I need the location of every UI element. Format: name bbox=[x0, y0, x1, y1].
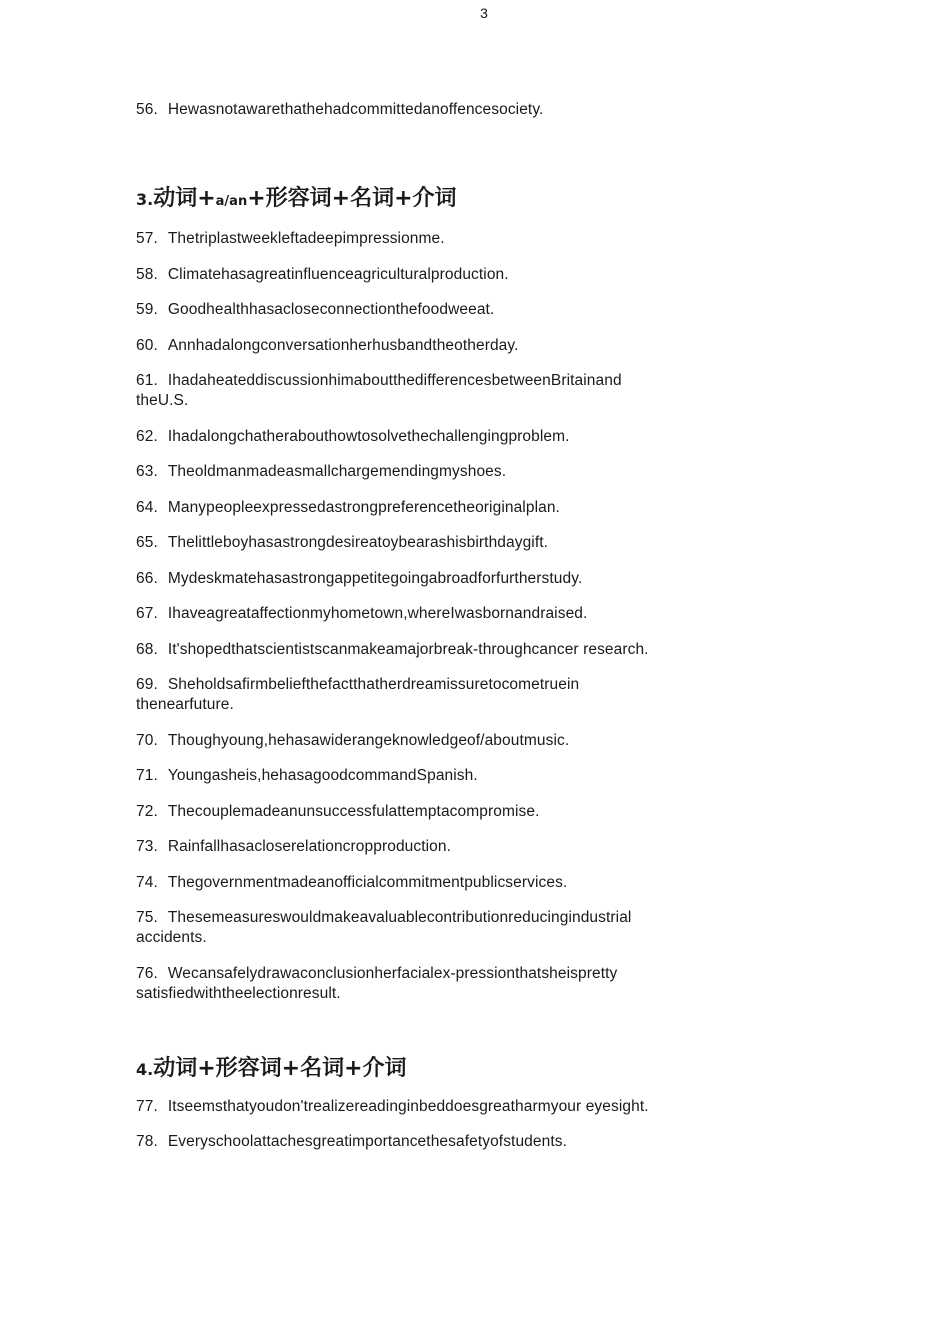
item-text: Theoldmanmadeasmallchargemendingmyshoes. bbox=[167, 463, 507, 480]
list-item bbox=[136, 427, 676, 447]
item-text: Itseemsthatyoudon'trealizereadinginbeddoesgreatharmyour eyesight. bbox=[167, 1097, 649, 1115]
item-text: Wecansafelydrawaconclusionherfacialex-pressionthatsheispretty satisfiedwiththeelectionresult. bbox=[136, 964, 618, 1002]
item-number: 60. bbox=[136, 336, 158, 354]
item-number: 68. bbox=[136, 640, 158, 658]
item-text: Thoughyoung,hehasawiderangeknowledgeof/aboutmusic. bbox=[167, 731, 570, 749]
list-item bbox=[136, 766, 676, 786]
list-item bbox=[136, 873, 676, 893]
item-text: It'shopedthatscientistscanmakeamajorbreak-throughcancer research. bbox=[167, 640, 649, 658]
item-number: 74. bbox=[136, 873, 158, 891]
item-text: Climatehasagreatinfluenceagriculturalproduction. bbox=[167, 265, 509, 283]
item-text: Thetriplastweekleftadeepimpressionme. bbox=[167, 230, 445, 247]
item-number: 62. bbox=[136, 427, 158, 445]
item-number: 64. bbox=[136, 498, 158, 516]
list-item bbox=[136, 908, 676, 948]
section-4-list bbox=[136, 1097, 676, 1153]
list-item bbox=[136, 300, 676, 320]
list-item bbox=[136, 371, 676, 411]
list-item bbox=[136, 640, 676, 660]
list-item bbox=[136, 100, 676, 120]
item-number: 73. bbox=[136, 838, 158, 855]
item-number: 66. bbox=[136, 569, 158, 587]
list-item bbox=[136, 604, 676, 624]
page-number: 3 bbox=[480, 5, 488, 21]
list-item bbox=[136, 964, 676, 1004]
section-number: 3. bbox=[136, 190, 154, 209]
item-text: Mydeskmatehasastrongappetitegoingabroadforfurtherstudy. bbox=[167, 569, 583, 587]
list-item bbox=[136, 675, 676, 715]
list-item bbox=[136, 1097, 676, 1117]
list-item bbox=[136, 533, 676, 553]
item-number: 61. bbox=[136, 372, 158, 389]
list-item bbox=[136, 336, 676, 356]
item-number: 76. bbox=[136, 964, 158, 982]
section-title-part: +形容词+名词+介词 bbox=[247, 186, 457, 211]
list-item bbox=[136, 569, 676, 589]
item-text: Ihadalongchatherabouthowtosolvethechallengingproblem. bbox=[167, 427, 570, 445]
list-item bbox=[136, 731, 676, 751]
item-number: 59. bbox=[136, 301, 158, 318]
list-item bbox=[136, 837, 676, 857]
item-number: 63. bbox=[136, 463, 158, 480]
item-text: IhadaheateddiscussionhimaboutthedifferencesbetweenBritainand theU.S. bbox=[136, 372, 622, 409]
item-number: 72. bbox=[136, 802, 158, 820]
item-text: Thecouplemadeanunsuccessfulattemptacompromise. bbox=[167, 802, 540, 820]
item-text: Manypeopleexpressedastrongpreferencetheoriginalplan. bbox=[167, 498, 560, 516]
item-number: 58. bbox=[136, 265, 158, 283]
list-item bbox=[136, 229, 676, 249]
section-number: 4. bbox=[136, 1059, 154, 1079]
item-text: Thesemeasureswouldmakeavaluablecontributionreducingindustrial accidents. bbox=[136, 909, 632, 946]
item-number: 78. bbox=[136, 1133, 158, 1150]
section-title-part: 动词+ bbox=[153, 186, 216, 211]
section-title: 动词+形容词+名词+介词 bbox=[153, 1055, 407, 1081]
list-item bbox=[136, 498, 676, 518]
item-text: Hewasnotawarethathehadcommittedanoffencesociety. bbox=[167, 101, 544, 118]
item-number: 77. bbox=[136, 1097, 158, 1115]
list-item bbox=[136, 802, 676, 822]
section-title-article: a/an bbox=[215, 194, 248, 209]
item-text: Rainfallhasacloserelationcropproduction. bbox=[167, 838, 452, 855]
section-heading-3 bbox=[136, 184, 676, 217]
item-text: Everyschoolattachesgreatimportancethesafetyofstudents. bbox=[167, 1133, 568, 1150]
section-3-list bbox=[136, 229, 676, 1004]
list-item bbox=[136, 1132, 676, 1152]
item-number: 69. bbox=[136, 676, 158, 693]
item-text: Ihaveagreataffectionmyhometown,whereIwasbornandraised. bbox=[167, 605, 588, 622]
item-number: 67. bbox=[136, 605, 158, 622]
item-text: Annhadalongconversationherhusbandtheotherday. bbox=[167, 336, 519, 354]
item-number: 70. bbox=[136, 731, 158, 749]
item-number: 65. bbox=[136, 534, 158, 551]
section-heading-4 bbox=[136, 1054, 676, 1085]
item-number: 75. bbox=[136, 909, 158, 926]
item-number: 57. bbox=[136, 230, 158, 247]
item-text: Thegovernmentmadeanofficialcommitmentpublicservices. bbox=[167, 873, 568, 891]
item-text: Youngasheis,hehasagoodcommandSpanish. bbox=[167, 767, 478, 784]
item-text: Sheholdsafirmbeliefthefactthatherdreamissuretocometruein thenearfuture. bbox=[136, 676, 580, 713]
item-number: 71. bbox=[136, 767, 158, 784]
list-item bbox=[136, 265, 676, 285]
item-text: Thelittleboyhasastrongdesireatoybearashisbirthdaygift. bbox=[167, 534, 549, 551]
item-number: 56. bbox=[136, 101, 158, 118]
list-item bbox=[136, 462, 676, 482]
item-text: Goodhealthhasacloseconnectionthefoodweeat. bbox=[167, 301, 495, 318]
document-body bbox=[136, 100, 676, 1168]
